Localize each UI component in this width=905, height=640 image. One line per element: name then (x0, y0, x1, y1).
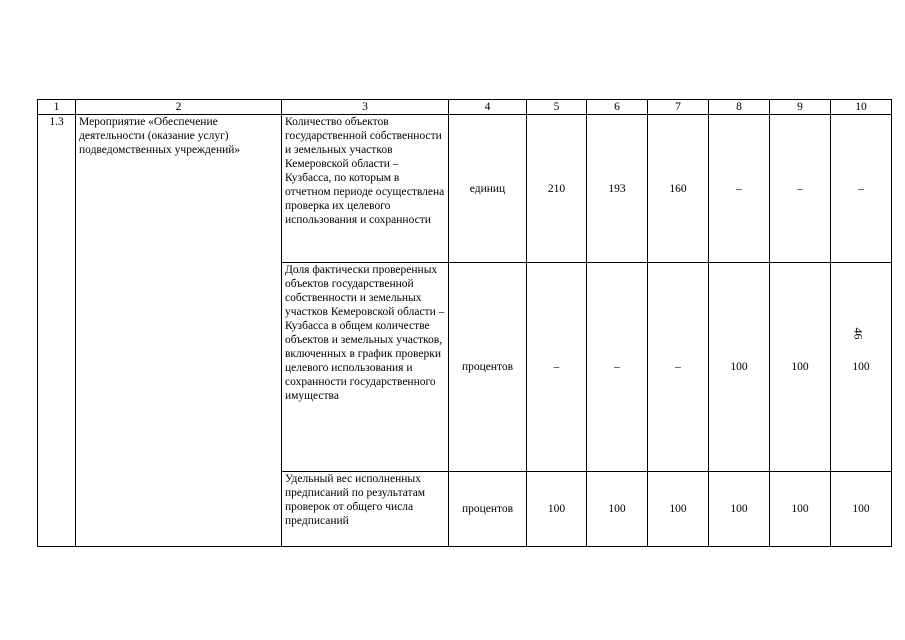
col-header: 10 (831, 100, 892, 115)
value-cell: 100 (709, 472, 770, 547)
indicator-unit: единиц (449, 115, 527, 263)
value-cell: 100 (648, 472, 709, 547)
col-header: 8 (709, 100, 770, 115)
value-cell: – (709, 115, 770, 263)
indicators-table (37, 99, 892, 547)
value-cell: 193 (587, 115, 648, 263)
value-cell: 100 (709, 263, 770, 472)
value-cell: – (770, 115, 831, 263)
header-row (38, 100, 892, 115)
indicator-description: Доля фактически проверенных объектов государственной собственности и земельных участков Кемеровской области – Кузбасса в общем количестве объектов и земельных участков, включенных в график проверки целевого использования и сохранности государственного имущества (282, 263, 449, 472)
value-cell: 100 (587, 472, 648, 547)
value-cell: – (648, 263, 709, 472)
value-cell: – (587, 263, 648, 472)
value-cell: 100 (770, 263, 831, 472)
indicator-unit: процентов (449, 472, 527, 547)
value-cell: 100 (831, 263, 892, 472)
col-header: 5 (527, 100, 587, 115)
indicator-unit: процентов (449, 263, 527, 472)
table-row (38, 115, 892, 263)
entry-code: 1.3 (38, 115, 76, 547)
col-header: 6 (587, 100, 648, 115)
value-cell: – (831, 115, 892, 263)
indicator-description: Количество объектов государственной собственности и земельных участков Кемеровской области – Кузбасса, по которым в отчетном периоде осуществлена проверка их целевого использования и сохранности (282, 115, 449, 263)
value-cell: 100 (527, 472, 587, 547)
indicator-description: Удельный вес исполненных предписаний по результатам проверок от общего числа предписаний (282, 472, 449, 547)
col-header: 3 (282, 100, 449, 115)
value-cell: 210 (527, 115, 587, 263)
value-cell: 160 (648, 115, 709, 263)
value-cell: – (527, 263, 587, 472)
col-header: 4 (449, 100, 527, 115)
value-cell: 100 (831, 472, 892, 547)
entry-name: Мероприятие «Обеспечение деятельности (оказание услуг) подведомственных учреждений» (76, 115, 282, 547)
col-header: 9 (770, 100, 831, 115)
col-header: 2 (76, 100, 282, 115)
col-header: 7 (648, 100, 709, 115)
value-cell: 100 (770, 472, 831, 547)
col-header: 1 (38, 100, 76, 115)
page-number: 46 (851, 327, 866, 340)
